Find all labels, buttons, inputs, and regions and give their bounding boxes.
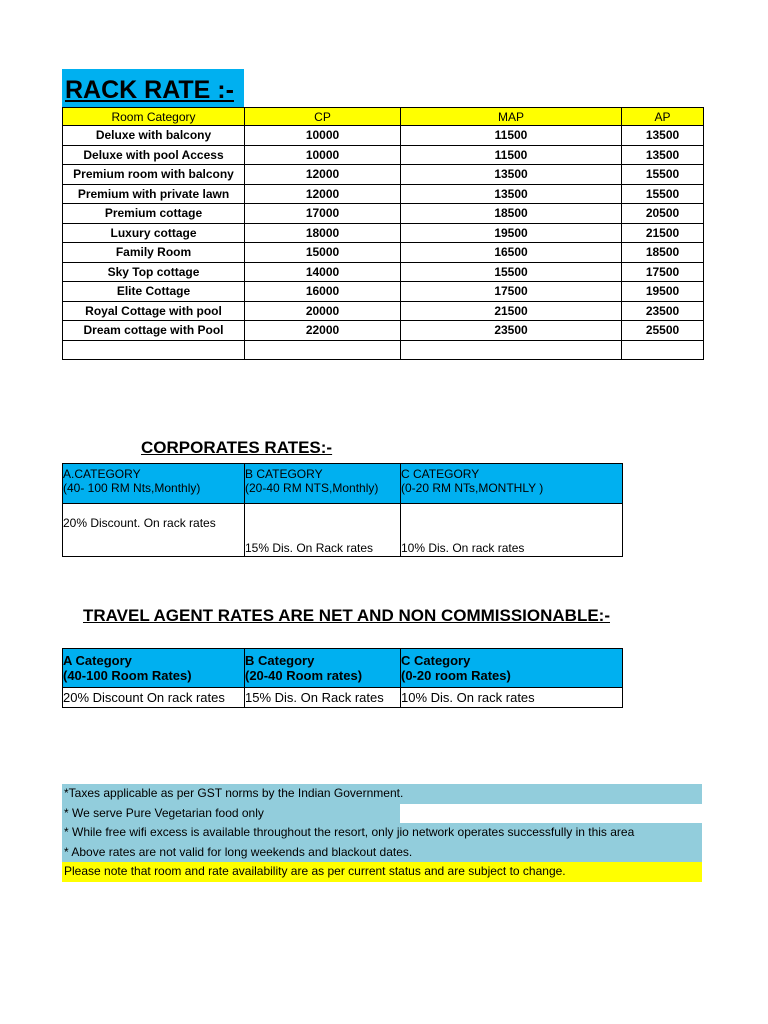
corporate-category-a: A.CATEGORY (40- 100 RM Nts,Monthly) xyxy=(63,464,245,504)
rack-rate-table xyxy=(62,107,704,360)
corporate-discount-b: 15% Dis. On Rack rates xyxy=(245,504,401,557)
empty-row xyxy=(63,340,704,359)
cp-rate-cell: 14000 xyxy=(245,262,401,282)
note-availability: Please note that room and rate availability are as per current status and are subject to change. xyxy=(62,862,702,882)
corporate-discount-a: 20% Discount. On rack rates xyxy=(63,504,245,557)
travel-agent-value-row xyxy=(63,688,623,708)
room-category-cell: Family Room xyxy=(63,243,245,263)
travel-agent-table xyxy=(62,648,623,708)
table-row xyxy=(63,223,704,243)
ap-rate-cell: 13500 xyxy=(622,126,704,146)
table-row xyxy=(63,145,704,165)
room-category-cell: Premium with private lawn xyxy=(63,184,245,204)
room-category-cell: Deluxe with pool Access xyxy=(63,145,245,165)
room-category-cell: Royal Cottage with pool xyxy=(63,301,245,321)
cp-rate-cell: 15000 xyxy=(245,243,401,263)
table-row xyxy=(63,184,704,204)
map-rate-cell: 13500 xyxy=(401,165,622,185)
note-wifi: * While free wifi excess is available throughout the resort, only jio network operates successfully in this area xyxy=(62,823,702,843)
map-rate-cell: 17500 xyxy=(401,282,622,302)
room-category-cell: Luxury cottage xyxy=(63,223,245,243)
note-blackout: * Above rates are not valid for long weekends and blackout dates. xyxy=(62,843,702,863)
corporate-header-row xyxy=(63,464,623,504)
table-row xyxy=(63,282,704,302)
cp-rate-cell: 10000 xyxy=(245,145,401,165)
travel-agent-header-row xyxy=(63,649,623,688)
cp-rate-cell: 22000 xyxy=(245,321,401,341)
map-rate-cell: 23500 xyxy=(401,321,622,341)
travel-agent-category-a: A Category (40-100 Room Rates) xyxy=(63,649,245,688)
empty-cell xyxy=(245,340,401,359)
table-row xyxy=(63,126,704,146)
travel-agent-category-b: B Category (20-40 Room rates) xyxy=(245,649,401,688)
table-row xyxy=(63,165,704,185)
corporate-rates-table xyxy=(62,463,623,557)
corporate-category-c: C CATEGORY (0-20 RM NTs,MONTHLY ) xyxy=(401,464,623,504)
note-taxes: *Taxes applicable as per GST norms by the Indian Government. xyxy=(62,784,702,804)
corporate-rates-title: CORPORATES RATES:- xyxy=(141,438,333,457)
cp-rate-cell: 16000 xyxy=(245,282,401,302)
header-room-category: Room Category xyxy=(63,108,245,126)
table-row xyxy=(63,321,704,341)
cp-rate-cell: 12000 xyxy=(245,184,401,204)
ap-rate-cell: 13500 xyxy=(622,145,704,165)
ap-rate-cell: 23500 xyxy=(622,301,704,321)
travel-agent-discount-b: 15% Dis. On Rack rates xyxy=(245,688,401,708)
room-category-cell: Sky Top cottage xyxy=(63,262,245,282)
map-rate-cell: 15500 xyxy=(401,262,622,282)
ap-rate-cell: 15500 xyxy=(622,184,704,204)
room-category-cell: Premium cottage xyxy=(63,204,245,224)
map-rate-cell: 16500 xyxy=(401,243,622,263)
table-row xyxy=(63,301,704,321)
ap-rate-cell: 20500 xyxy=(622,204,704,224)
rack-rate-title: RACK RATE :- xyxy=(62,69,244,107)
ap-rate-cell: 21500 xyxy=(622,223,704,243)
cp-rate-cell: 17000 xyxy=(245,204,401,224)
header-map: MAP xyxy=(401,108,622,126)
table-row xyxy=(63,262,704,282)
empty-cell xyxy=(401,340,622,359)
map-rate-cell: 13500 xyxy=(401,184,622,204)
map-rate-cell: 11500 xyxy=(401,145,622,165)
travel-agent-title: TRAVEL AGENT RATES ARE NET AND NON COMMISSIONABLE:- xyxy=(83,606,610,625)
ap-rate-cell: 18500 xyxy=(622,243,704,263)
room-category-cell: Premium room with balcony xyxy=(63,165,245,185)
header-ap: AP xyxy=(622,108,704,126)
travel-agent-discount-c: 10% Dis. On rack rates xyxy=(401,688,623,708)
ap-rate-cell: 15500 xyxy=(622,165,704,185)
rack-header-row xyxy=(63,108,704,126)
cp-rate-cell: 10000 xyxy=(245,126,401,146)
map-rate-cell: 19500 xyxy=(401,223,622,243)
ap-rate-cell: 19500 xyxy=(622,282,704,302)
header-cp: CP xyxy=(245,108,401,126)
room-category-cell: Elite Cottage xyxy=(63,282,245,302)
table-row xyxy=(63,204,704,224)
travel-agent-discount-a: 20% Discount On rack rates xyxy=(63,688,245,708)
map-rate-cell: 11500 xyxy=(401,126,622,146)
ap-rate-cell: 25500 xyxy=(622,321,704,341)
table-row xyxy=(63,243,704,263)
corporate-value-row xyxy=(63,504,623,557)
cp-rate-cell: 20000 xyxy=(245,301,401,321)
cp-rate-cell: 12000 xyxy=(245,165,401,185)
room-category-cell: Deluxe with balcony xyxy=(63,126,245,146)
map-rate-cell: 21500 xyxy=(401,301,622,321)
room-category-cell: Dream cottage with Pool xyxy=(63,321,245,341)
note-vegetarian: * We serve Pure Vegetarian food only xyxy=(62,804,702,824)
cp-rate-cell: 18000 xyxy=(245,223,401,243)
ap-rate-cell: 17500 xyxy=(622,262,704,282)
travel-agent-category-c: C Category (0-20 room Rates) xyxy=(401,649,623,688)
map-rate-cell: 18500 xyxy=(401,204,622,224)
empty-cell xyxy=(63,340,245,359)
empty-cell xyxy=(622,340,704,359)
corporate-discount-c: 10% Dis. On rack rates xyxy=(401,504,623,557)
corporate-category-b: B CATEGORY (20-40 RM NTS,Monthly) xyxy=(245,464,401,504)
